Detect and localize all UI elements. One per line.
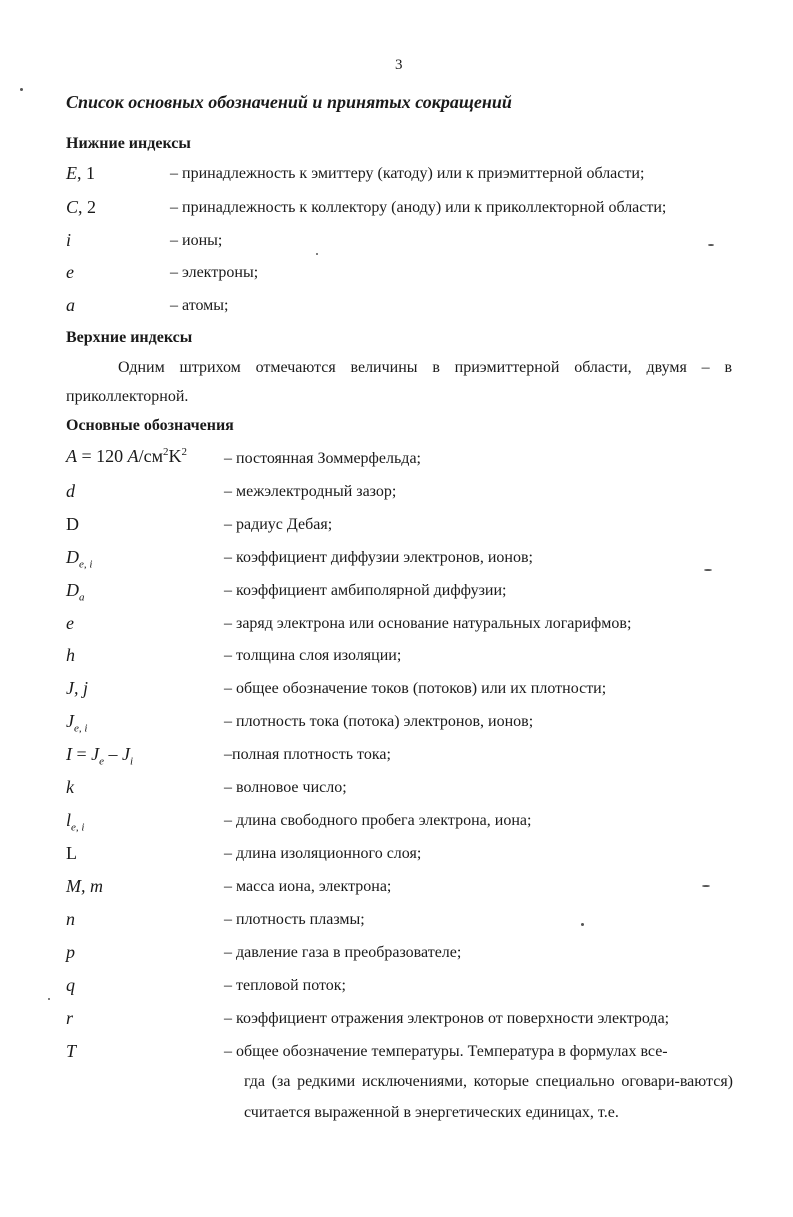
scan-speck <box>20 88 23 91</box>
notation-symbol: n <box>66 909 75 929</box>
notation-description: – толщина слоя изоляции; <box>224 647 402 664</box>
index-description: – ионы; <box>170 232 223 249</box>
notation-description: – общее обозначение токов (потоков) или их плотности; <box>224 680 607 697</box>
upper-indices-text: Одним штрихом отмечаются величины в приэмиттерной области, двумя – в приколлекторной. <box>66 359 732 405</box>
index-symbol: i <box>66 230 72 250</box>
index-symbol: a <box>66 295 75 315</box>
notation-description: – длина свободного пробега электрона, иона; <box>224 812 532 829</box>
notation-description: – заряд электрона или основание натуральных логарифмов; <box>224 615 632 632</box>
index-description: – принадлежность к эмиттеру (катоду) или к приэмиттерной области; <box>170 165 645 182</box>
notation-description: – коэффициент амбиполярной диффузии; <box>224 582 507 599</box>
page-number: 3 <box>395 57 403 73</box>
main-notations-heading: Основные обозначения <box>66 417 234 434</box>
notation-symbol: $D_{e, i}$ <box>66 547 93 571</box>
notation-symbol: k <box>66 777 74 797</box>
notation-description: – давление газа в преобразователе; <box>224 944 462 961</box>
notation-description: –полная плотность тока; <box>224 746 391 763</box>
notation-symbol: $D_a$ <box>66 580 85 604</box>
upper-indices-heading: Верхние индексы <box>66 329 193 346</box>
notation-symbol: e <box>66 613 74 633</box>
notation-description: – общее обозначение температуры. Температура в формулах все- <box>224 1043 668 1060</box>
index-symbol: E, 1 <box>66 163 95 183</box>
lower-indices-heading: Нижние индексы <box>66 135 191 152</box>
notation-description: – коэффициент отражения электронов от поверхности электрода; <box>224 1010 670 1027</box>
page-title: Список основных обозначений и принятых сокращений <box>66 92 512 112</box>
notation-description: – межэлектродный зазор; <box>224 483 397 500</box>
scan-speck <box>48 998 50 1000</box>
notation-symbol: q <box>66 975 75 995</box>
notation-description: – масса иона, электрона; <box>224 878 392 895</box>
notation-symbol: r <box>66 1008 74 1028</box>
scan-speck <box>708 244 714 246</box>
notation-description: – радиус Дебая; <box>224 516 333 533</box>
notation-symbol: d <box>66 481 75 501</box>
notation-symbol: $J_{e, i}$ <box>66 711 88 735</box>
notation-description: – постоянная Зоммерфельда; <box>224 450 421 467</box>
index-description: – принадлежность к коллектору (аноду) или к приколлекторной области; <box>170 199 667 216</box>
notation-symbol: L <box>66 843 77 863</box>
notation-description: – плотность плазмы; <box>224 911 365 928</box>
scan-speck <box>581 923 584 926</box>
index-description: – электроны; <box>170 264 259 281</box>
notation-symbol: M, m <box>66 876 103 896</box>
index-description: – атомы; <box>170 297 229 314</box>
notation-symbol: $I = J_e - J_i$ <box>66 744 134 768</box>
notation-symbol: J, j <box>66 678 88 698</box>
notation-description: – коэффициент диффузии электронов, ионов; <box>224 549 533 566</box>
notation-symbol: h <box>66 645 75 665</box>
notation-description: – длина изоляционного слоя; <box>224 845 422 862</box>
index-symbol: e <box>66 262 74 282</box>
index-symbol: C, 2 <box>66 197 97 217</box>
scan-speck <box>702 885 710 887</box>
notation-description: – тепловой поток; <box>224 977 346 994</box>
notation-symbol: T <box>66 1041 77 1061</box>
upper-indices-paragraph <box>66 353 732 411</box>
temperature-continuation: гда (за редкими исключениями, которые специально оговари-ваются) считается выраженной в энергетических единицах, т.е. <box>244 1073 733 1121</box>
scan-speck <box>704 569 712 571</box>
notation-symbol: p <box>66 942 75 962</box>
notation-description: – волновое число; <box>224 779 347 796</box>
notation-symbol: A = 120 $A/см^2K^2$ <box>66 446 188 466</box>
scan-speck <box>316 253 318 255</box>
notation-symbol: $l_{e, i}$ <box>66 810 85 834</box>
notation-description: – плотность тока (потока) электронов, ионов; <box>224 713 534 730</box>
notation-symbol: D <box>66 514 79 534</box>
